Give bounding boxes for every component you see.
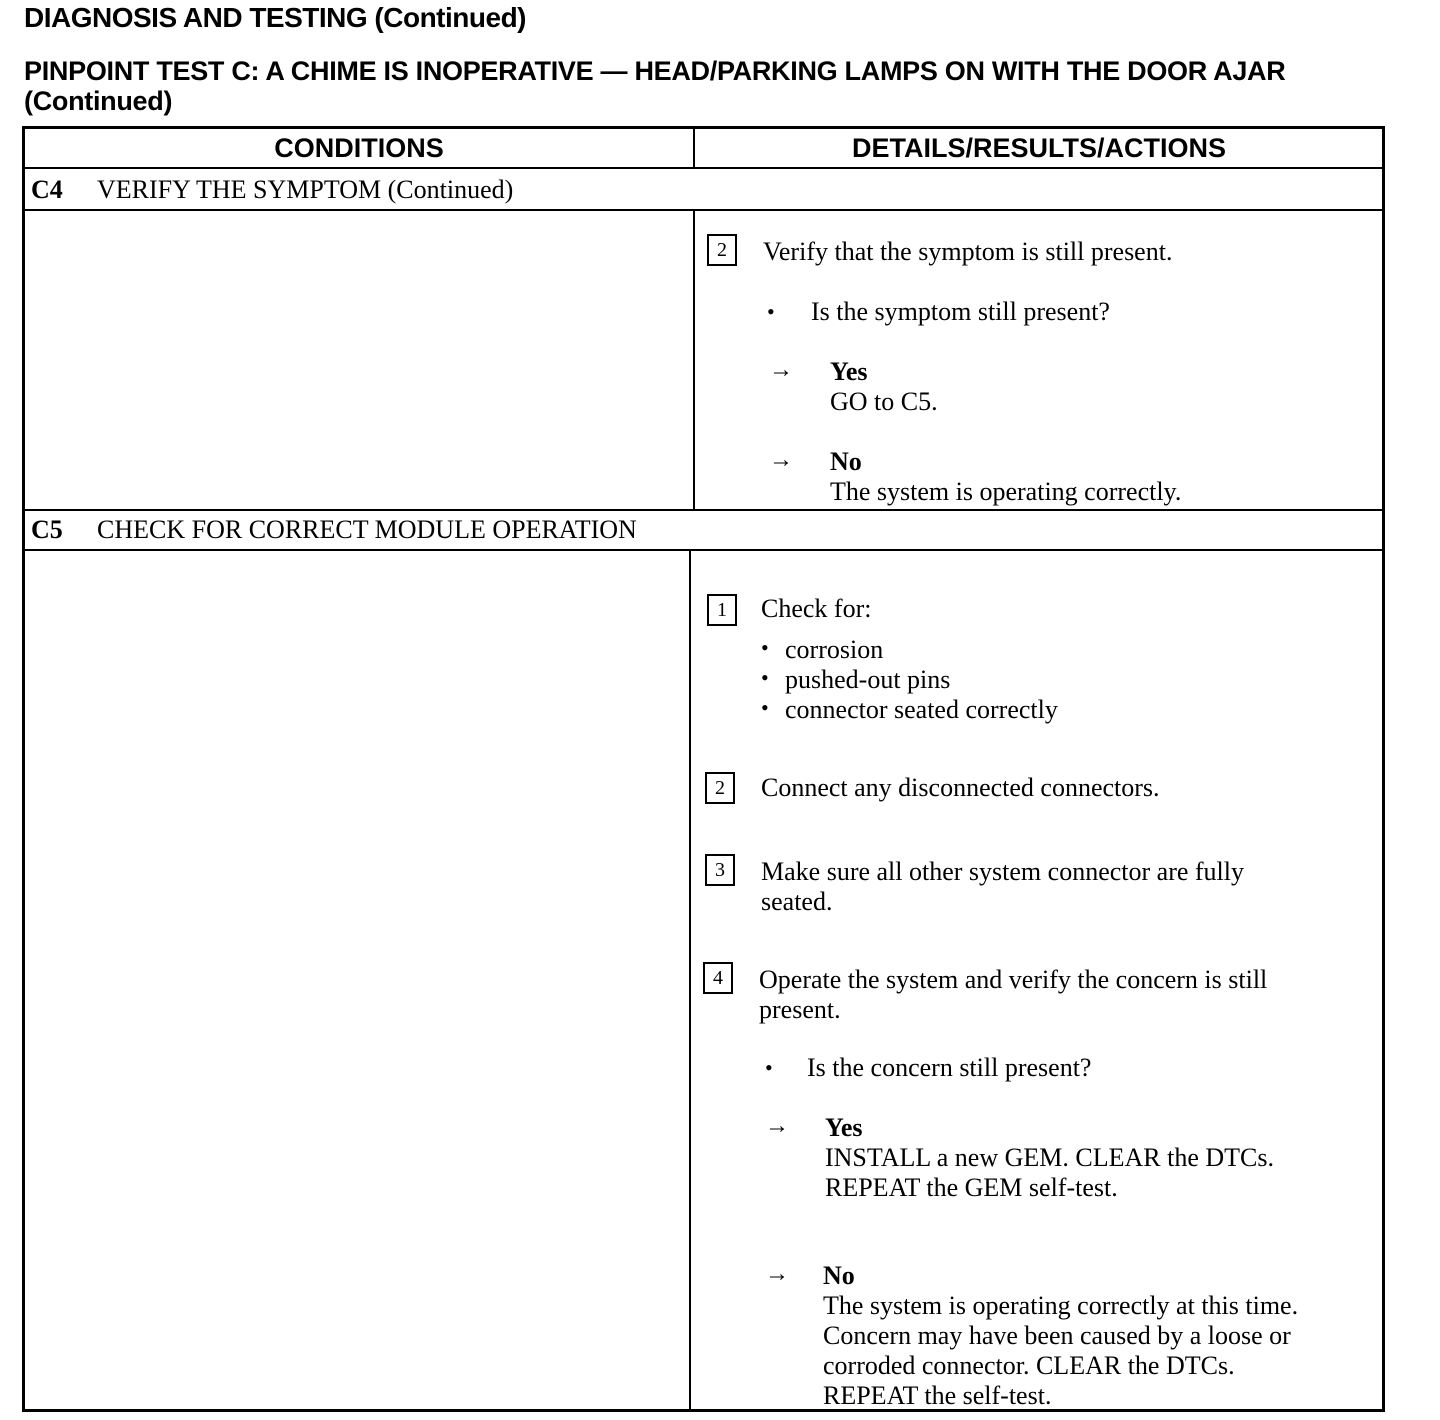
- row-divider: [25, 549, 1382, 551]
- arrow-right-icon: →: [769, 357, 793, 383]
- c5-no-line: Concern may have been caused by a loose or: [823, 1321, 1291, 1350]
- step-c5-heading: [31, 515, 637, 545]
- c5-no-line: corroded connector. CLEAR the DTCs.: [823, 1351, 1235, 1380]
- check-item: corrosion: [785, 635, 884, 664]
- conditions-column-header: CONDITIONS: [274, 133, 444, 163]
- pinpoint-test-title: PINPOINT TEST C: A CHIME IS INOPERATIVE — HEAD/PARKING LAMPS ON WITH THE DOOR AJAR (Continued): [24, 56, 1286, 116]
- step-number-box: 2: [705, 772, 735, 804]
- c5-step-1-text: Check for:: [761, 594, 872, 623]
- column-divider: [689, 549, 691, 1409]
- bullet-icon: •: [761, 635, 769, 660]
- details-column-header: DETAILS/RESULTS/ACTIONS: [851, 133, 1226, 163]
- check-item: connector seated correctly: [785, 695, 1058, 724]
- step-c5-code: C5: [31, 515, 63, 544]
- column-divider: [693, 209, 695, 511]
- c5-no-line: REPEAT the self-test.: [823, 1381, 1052, 1410]
- step-number-box: 3: [705, 854, 735, 886]
- c5-step-4-line: present.: [759, 995, 841, 1024]
- row-divider: [25, 167, 1382, 169]
- check-item: pushed-out pins: [785, 665, 951, 694]
- c4-no-label: No: [830, 447, 862, 476]
- step-number-box: 1: [707, 594, 737, 626]
- arrow-right-icon: →: [769, 447, 793, 473]
- c5-step-3-line: Make sure all other system connector are fully: [761, 857, 1244, 886]
- c5-no-line: The system is operating correctly at this time.: [823, 1291, 1299, 1320]
- c5-question: Is the concern still present?: [807, 1053, 1092, 1082]
- c5-no-label: No: [823, 1261, 855, 1290]
- arrow-right-icon: →: [765, 1113, 789, 1139]
- step-c4-heading: [31, 175, 513, 205]
- c5-step-4-line: Operate the system and verify the concern is still: [759, 965, 1268, 994]
- bullet-icon: •: [761, 695, 769, 720]
- step-number-box: 2: [707, 234, 737, 266]
- row-divider: [25, 509, 1382, 511]
- column-divider: [693, 129, 695, 169]
- step-number-box: 4: [703, 962, 733, 994]
- c4-question: Is the symptom still present?: [811, 297, 1110, 326]
- c5-yes-line: INSTALL a new GEM. CLEAR the DTCs.: [825, 1143, 1275, 1172]
- c5-step-3-line: seated.: [761, 887, 833, 916]
- bullet-icon: •: [765, 1055, 773, 1080]
- arrow-right-icon: →: [765, 1261, 789, 1287]
- pinpoint-test-table: [22, 126, 1385, 1412]
- step-c4-title: VERIFY THE SYMPTOM (Continued): [97, 175, 514, 204]
- c4-step-2-text: Verify that the symptom is still present.: [763, 237, 1173, 266]
- section-title: DIAGNOSIS AND TESTING (Continued): [24, 2, 526, 33]
- c5-yes-label: Yes: [825, 1113, 863, 1142]
- c5-yes-line: REPEAT the GEM self-test.: [825, 1173, 1118, 1202]
- c4-no-action: The system is operating correctly.: [830, 477, 1182, 506]
- step-c5-title: CHECK FOR CORRECT MODULE OPERATION: [97, 515, 637, 544]
- c4-yes-label: Yes: [830, 357, 868, 386]
- c4-yes-action: GO to C5.: [830, 387, 938, 416]
- bullet-icon: •: [761, 665, 769, 690]
- c5-step-2-text: Connect any disconnected connectors.: [761, 773, 1160, 802]
- row-divider: [25, 209, 1382, 211]
- step-c4-code: C4: [31, 175, 63, 204]
- bullet-icon: •: [767, 299, 775, 324]
